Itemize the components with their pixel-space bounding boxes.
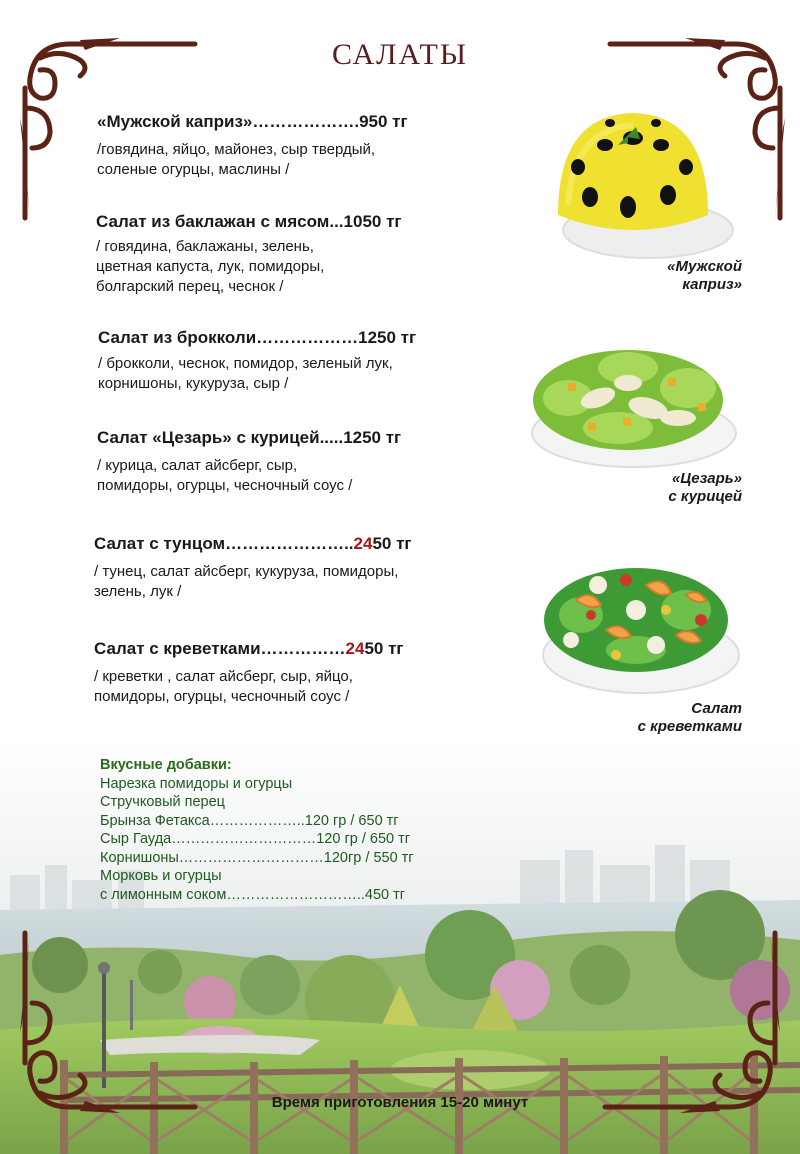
dish-description: / курица, салат айсберг, сыр, помидоры, огурцы, чесночный соус / [97, 457, 353, 494]
menu-item [98, 328, 416, 394]
dish-description: / креветки , салат айсберг, сыр, яйцо, помидоры, огурцы, чесночный соус / [94, 668, 353, 705]
ornamental-corner-icon [10, 928, 200, 1113]
addon-item: с лимонным соком………………………..450 тг [100, 886, 406, 903]
preparation-time-note: Время приготовления 15-20 минут [271, 1094, 529, 1111]
dish-description: /говядина, яйцо, майонез, сыр твердый, соленые огурцы, маслины / [97, 141, 376, 178]
dish-name: Салат «Цезарь» с курицей.....1250 тг [97, 428, 402, 447]
addons-section [100, 756, 414, 904]
addon-item: Брынза Фетакса………………..120 гр / 650 тг [100, 812, 399, 829]
addon-item: Морковь и огурцы [100, 868, 222, 884]
dish-description: / брокколи, чеснок, помидор, зеленый лук, корнишоны, кукуруза, сыр / [98, 355, 393, 392]
dish-name: Салат из брокколи………………1250 тг [98, 328, 417, 347]
dish-caption: «Мужской каприз» [667, 258, 742, 293]
menu-item [97, 112, 408, 180]
addons-heading: Вкусные добавки: [100, 757, 232, 773]
addon-item: Сыр Гауда…………………………120 гр / 650 тг [100, 831, 411, 847]
addon-item: Корнишоны…………………………120гр / 550 тг [100, 849, 414, 866]
dish-name: «Мужской каприз»……………….950 тг [97, 112, 408, 131]
menu-item [97, 428, 401, 496]
dish-description: / тунец, салат айсберг, кукуруза, помидоры, зелень, лук / [94, 563, 399, 600]
salad-plate-image [528, 338, 740, 478]
ornamental-corner-icon [600, 928, 790, 1113]
dish-name: Салат с тунцом…………………..2450 тг [94, 534, 412, 553]
menu-item [96, 212, 401, 297]
menu-item [94, 534, 412, 602]
menu-item [94, 639, 404, 707]
addon-item: Стручковый перец [100, 794, 225, 810]
page-title: САЛАТЫ [331, 38, 469, 71]
dish-caption: Салат с креветками [637, 700, 742, 735]
dish-description: / говядина, баклажаны, зелень, цветная капуста, лук, помидоры, болгарский перец, чеснок / [96, 238, 325, 295]
dish-name: Салат из баклажан с мясом...1050 тг [96, 212, 402, 231]
salad-plate-image [536, 555, 740, 700]
dish-name: Салат с креветками……………2450 тг [94, 639, 404, 658]
dish-caption: «Цезарь» с курицей [668, 470, 742, 505]
addon-item: Нарезка помидоры и огурцы [100, 775, 293, 792]
salad-plate-image [548, 105, 738, 265]
